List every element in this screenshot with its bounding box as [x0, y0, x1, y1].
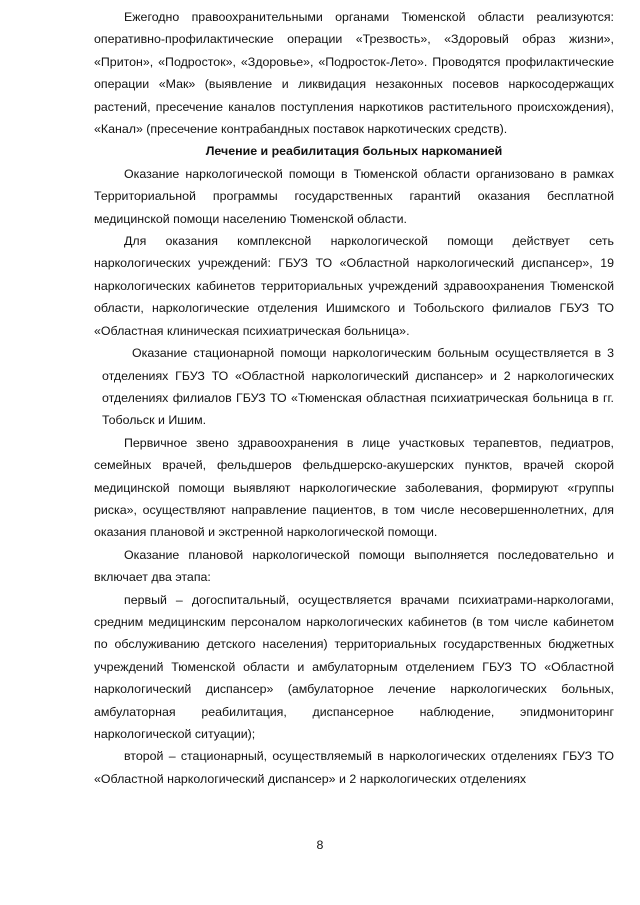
document-page: [94, 6, 614, 790]
section-heading-treatment: Лечение и реабилитация больных наркоманией: [205, 144, 503, 159]
page-number: 8: [316, 838, 324, 852]
paragraph-planned-care: Оказание плановой наркологической помощи выполняется последовательно и включает два этапа:: [94, 547, 614, 585]
paragraph-stage-one: первый – догоспитальный, осуществляется врачами психиатрами-наркологами, средним медицинским персоналом наркологических кабинетов (в том числе кабинетом по обслуживанию детского населения) территориальных государственных бюджетных учреждений Тюменской области и амбулаторным отделением ГБУЗ ТО «Областной наркологический диспансер» (амбулаторное лечение наркологических больных, амбулаторная реабилитация, диспансерное наблюдение, эпидмониторинг наркологической ситуации);: [94, 592, 614, 741]
paragraph-primary-care: Первичное звено здравоохранения в лице участковых терапевтов, педиатров, семейных врачей, фельдшеров фельдшерско-акушерских пунктов, врачей скорой медицинской помощи выявляют наркологические заболевания, формируют «группы риска», осуществляют направление пациентов, в том числе несовершеннолетних, для оказания плановой и экстренной наркологической помощи.: [94, 435, 614, 540]
paragraph-inpatient-care: Оказание стационарной помощи наркологическим больным осуществляется в 3 отделениях ГБУЗ ТО «Областной наркологический диспансер» и 2 наркологических отделениях филиалов ГБУЗ ТО «Тюменская областная психиатрическая больница в гг. Тобольск и Ишим.: [102, 346, 614, 428]
paragraph-stage-two: второй – стационарный, осуществляемый в наркологических отделениях ГБУЗ ТО «Областной наркологический диспансер» и 2 наркологических отделениях: [94, 749, 614, 786]
paragraph-police-operations: Ежегодно правоохранительными органами Тюменской области реализуются: оперативно-профилактические операции «Трезвость», «Здоровый образ жизни», «Притон», «Подросток», «Здоровье», «Подросток-Лето». Проводятся профилактические операции «Мак» (выявление и ликвидация незаконных посевов наркосодержащих растений, пресечение каналов поступления наркотиков растительного происхождения), «Канал» (пресечение контрабандных поставок наркотических средств).: [94, 10, 614, 137]
paragraph-narcological-help: Оказание наркологической помощи в Тюменской области организовано в рамках Территориальной программы государственных гарантий оказания бесплатной медицинской помощи населению Тюменской области.: [94, 166, 614, 226]
paragraph-institution-network: Для оказания комплексной наркологической помощи действует сеть наркологических учреждений: ГБУЗ ТО «Областной наркологический диспансер», 19 наркологических кабинетов территориальных учреждений здравоохранения Тюменской области, наркологические отделения Ишимского и Тобольского филиалов ГБУЗ ТО «Областная клиническая психиатрическая больница».: [94, 234, 614, 338]
